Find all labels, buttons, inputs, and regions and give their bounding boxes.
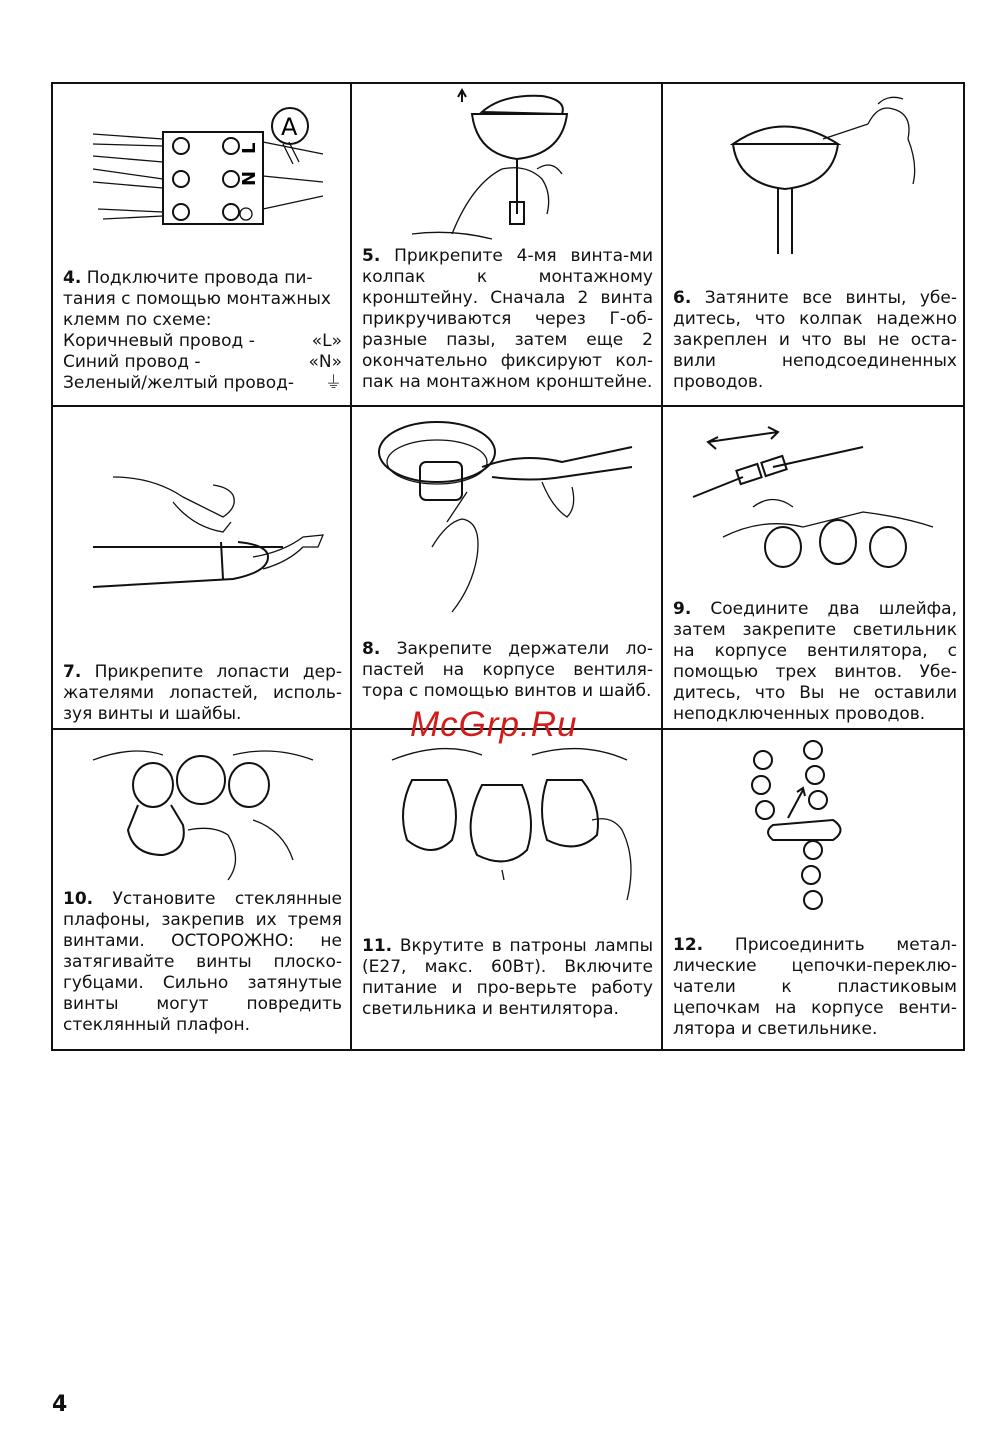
step-number: 9. [673, 599, 692, 619]
step-10-cell [53, 730, 350, 1051]
step-5-cell [352, 84, 661, 405]
bulbs-illustration [352, 730, 661, 920]
step-number: 6. [673, 288, 692, 308]
step-number: 5. [362, 246, 381, 266]
terminal-l-label: L [239, 142, 260, 154]
wire-row-blue: Синий провод - «N» [63, 352, 342, 372]
step-8-cell [352, 407, 661, 728]
step-number: 7. [63, 662, 82, 682]
step-8-text: 8. Закрепите держатели ло-пастей на корпусе вентиля-тора с помощью винтов и шайб. [362, 639, 653, 701]
step-12-cell [663, 730, 965, 1051]
step-4-cell [53, 84, 350, 405]
step-4-text [63, 268, 342, 394]
step-number: 8. [362, 639, 381, 659]
step-number: 12. [673, 935, 704, 955]
step-line: Подключите провода пи- [86, 268, 313, 288]
step-line: тания с помощью монтажных [63, 289, 331, 309]
step-line: клемм по схеме: [63, 310, 212, 330]
step-number: 11. [362, 936, 393, 956]
page-number: 4 [52, 1392, 68, 1417]
terminal-n-label: N [239, 170, 260, 186]
tighten-screws-illustration [663, 84, 965, 264]
step-6-cell [663, 84, 965, 405]
pull-chain-illustration [663, 730, 965, 930]
step-11-cell [352, 730, 661, 1051]
connect-cables-illustration [663, 407, 965, 587]
wire-row-brown: Коричневый провод - «L» [63, 331, 342, 351]
blade-attach-illustration [53, 407, 350, 607]
step-9-text: 9. Соедините два шлейфа, затем закрепите светильник на корпусе вентилятора, с помощью трех винтов. Убе-дитесь, что Вы не оставили неподключенных проводов. [673, 599, 958, 724]
step-6-text: 6. Затяните все винты, убе-дитесь, что колпак надежно закреплен и что вы не оста-вили неподсоединенных проводов. [673, 288, 957, 392]
step-10-text: 10. Установите стеклянные плафоны, закрепив их тремя винтами. ОСТОРОЖНО: не затягивайте винты плоско-губцами. Сильно затянутые винты могут повредить стеклянный плафон. [63, 889, 342, 1035]
step-number: 10. [63, 889, 94, 909]
terminal-block-illustration [53, 84, 350, 254]
badge-label: A [281, 113, 298, 141]
step-number: 4. [63, 268, 82, 288]
instruction-grid [51, 82, 965, 1051]
step-5-text: 5. Прикрепите 4-мя винта-ми колпак к монтажному кронштейну. Сначала 2 винта прикручиваются через Г-об-разные пазы, затем еще 2 окончательно фиксируют кол-пак на монтажном кронштейне. [362, 246, 653, 392]
step-7-text: 7. Прикрепите лопасти дер-жателями лопастей, исполь-зуя винты и шайбы. [63, 662, 342, 724]
watermark: McGrp.Ru [410, 705, 578, 744]
step-11-text: 11. Вкрутите в патроны лампы (Е27, макс. 60Вт). Включите питание и про-верьте работу светильника и вентилятора. [362, 936, 654, 1019]
blade-holder-illustration [352, 407, 661, 617]
step-12-text: 12. Присоединить метал-лические цепочки-переклю-чатели к пластиковым цепочкам на корпусе венти-лятора и светильнике. [673, 935, 957, 1039]
wire-row-ground: Зеленый/желтый провод- ⏚ [63, 373, 342, 393]
ground-icon: ⏚ [325, 373, 342, 393]
step-9-cell [663, 407, 965, 728]
canopy-mount-illustration [352, 84, 661, 244]
step-7-cell [53, 407, 350, 728]
glass-shades-illustration [53, 730, 350, 890]
